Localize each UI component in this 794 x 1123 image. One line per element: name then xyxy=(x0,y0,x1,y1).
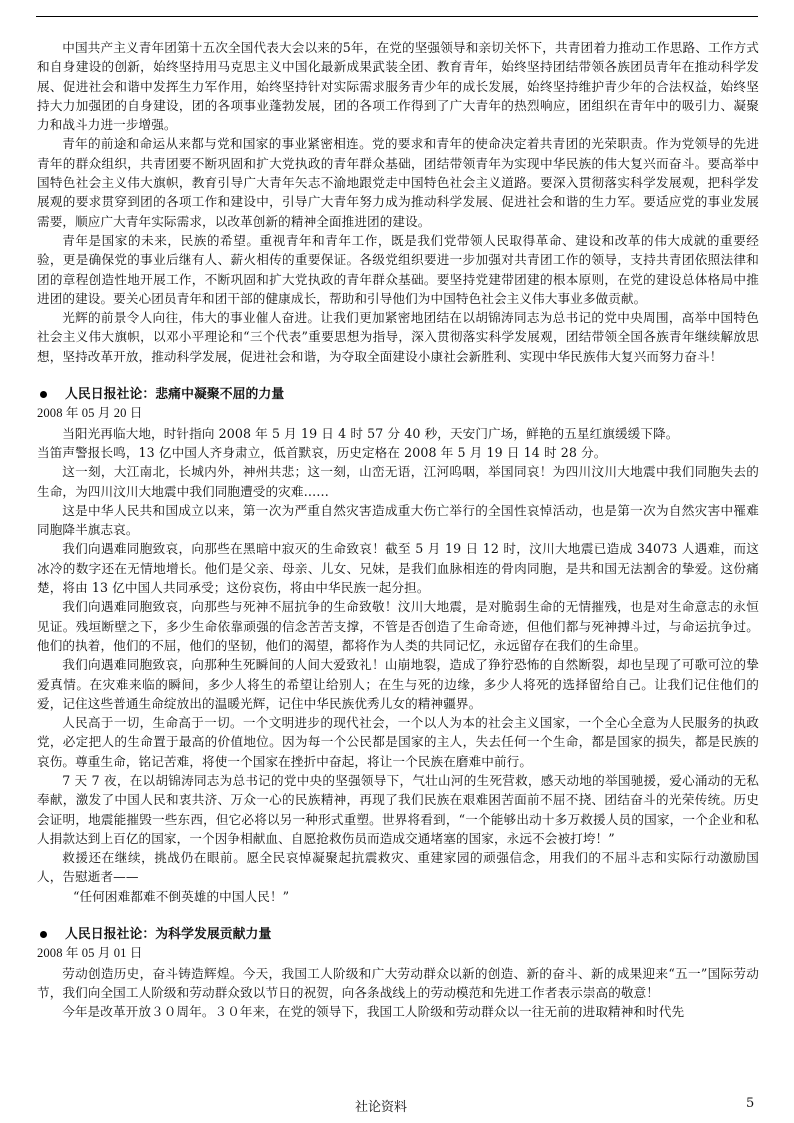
body-paragraph: 人民高于一切，生命高于一切。一个文明进步的现代社会，一个以人为本的社会主义国家，一个全心全意为人民服务的执政党，必定把人的生命置于最高的价值地位。因为每一个公民都是国家的主人，失去任何一个生命，都是国家的损失，都是民族的哀伤。尊重生命，铭记苦难，将使一个国家在挫折中奋起，将让一个民族在磨难中前行。 xyxy=(37,715,759,769)
section-title: 人民日报社论：为科学发展贡献力量 xyxy=(65,927,272,943)
body-paragraph: 中国共产主义青年团第十五次全国代表大会以来的5年，在党的坚强领导和亲切关怀下，共青团着力推动工作思路、工作方式和自身建设的创新，始终坚持用马克思主义中国化最新成果武装全团、教育青年，始终坚持团结带领各族团员青年在推动科学发展、促进社会和谐中发挥生力军作用，始终坚持针对实际需求服务青少年的成长发展，始终坚持维护青少年的合法权益，始终坚持大力加强团的自身建设，团的各项事业蓬勃发展，团的各项工作得到了广大青年的热烈响应，团组织在青年中的吸引力、凝聚力和战斗力进一步增强。 xyxy=(37,40,759,133)
intro-block xyxy=(37,38,759,366)
section-heading xyxy=(37,925,759,944)
body-paragraph: 青年的前途和命运从来都与党和国家的事业紧密相连。党的要求和青年的使命决定着共青团的光荣职责。作为党领导的先进青年的群众组织，共青团要不断巩固和扩大党执政的青年群众基础，团结带领青年为实现中华民族的伟大复兴而奋斗。要高举中国特色社会主义伟大旗帜，教育引导广大青年矢志不渝地跟党走中国特色社会主义道路。要深入贯彻落实科学发展观，把科学发展观的要求贯穿到团的各项工作和建设中，引导广大青年努力成为推动科学发展、促进社会和谐的生力军。要适应党的事业发展需要，顺应广大青年实际需求，以改革创新的精神全面推进团的建设。 xyxy=(37,136,759,229)
section-date: 2008 年 05 月 01 日 xyxy=(37,946,143,961)
footer-title: 社论资料 xyxy=(355,1100,408,1115)
body-paragraph: 劳动创造历史，奋斗铸造辉煌。今天，我国工人阶级和广大劳动群众以新的创造、新的奋斗、新的成果迎来“五一”国际劳动节，我们向全国工人阶级和劳动群众致以节日的祝贺，向各条战线上的劳动模范和先进工作者表示崇高的敬意！ xyxy=(37,965,759,1000)
section-title: 人民日报社论：悲痛中凝聚不屈的力量 xyxy=(65,387,285,403)
body-paragraph: 这一刻，大江南北，长城内外，神州共悲；这一刻，山峦无语，江河呜咽，举国同哀！为四川汶川大地震中我们同胞失去的生命，为四川汶川大地震中我们同胞遭受的灾难…… xyxy=(37,464,759,499)
header-rule xyxy=(36,16,758,17)
body-paragraph: 青年是国家的未来，民族的希望。重视青年和青年工作，既是我们党带领人民取得革命、建设和改革的伟大成就的重要经验，更是确保党的事业后继有人、薪火相传的重要保证。各级党组织要进一步加强对共青团工作的领导，支持共青团依照法律和团的章程创造性地开展工作，不断巩固和扩大党执政的青年群众基础。要坚持党建带团建的根本原则，在党的建设总体格局中推进团的建设。要关心团员青年和团干部的健康成长，帮助和引导他们为中国特色社会主义伟大事业多做贡献。 xyxy=(37,232,759,306)
body-paragraph: 我们向遇难同胞致哀，向那些与死神不屈抗争的生命致敬！汶川大地震，是对脆弱生命的无情摧残，也是对生命意志的永恒见证。残垣断壁之下，多少生命依靠顽强的信念苦苦支撑，不管是否创造了生命奇迹，但他们都与死神搏斗过，与命运抗争过。他们的执着，他们的不屈，他们的坚韧，他们的渴望，都将作为人类的共同记忆，永远留存在我们的生命里。 xyxy=(37,599,759,653)
body-paragraph: 我们向遇难同胞致哀，向那种生死瞬间的人间大爱致礼！山崩地裂，造成了狰狞恐怖的自然断裂，却也呈现了可歌可泣的挚爱真情。在灾难来临的瞬间，多少人将生的希望让给别人；在生与死的边缘，多少人将死的选择留给自己。让我们记住他们的爱，记住这些普通生命绽放出的温暖光辉，记住中华民族优秀儿女的精神疆界。 xyxy=(37,657,759,711)
body-paragraph: 救援还在继续，挑战仍在眼前。愿全民哀悼凝聚起抗震救灾、重建家园的顽强信念，用我们的不屈斗志和实际行动激励国人，告慰逝者—— xyxy=(37,850,759,885)
body-paragraph: 光辉的前景令人向往，伟大的事业催人奋进。让我们更加紧密地团结在以胡锦涛同志为总书记的党中央周围，高举中国特色社会主义伟大旗帜，以邓小平理论和“三个代表”重要思想为指导，深入贯彻落实科学发展观，团结带领全国各族青年继续解放思想，坚持改革开放，推动科学发展，促进社会和谐，为夺取全面建设小康社会新胜利、实现中华民族伟大复兴而努力奋斗！ xyxy=(37,310,759,364)
section-date: 2008 年 05 月 20 日 xyxy=(37,406,143,421)
body-paragraph: 今年是改革开放３０周年。３０年来，在党的领导下，我国工人阶级和劳动群众以一往无前的进取精神和时代先 xyxy=(62,1004,685,1020)
section-heading xyxy=(37,385,759,404)
bullet-icon xyxy=(40,931,47,938)
page-number: 5 xyxy=(746,1096,755,1111)
document-body xyxy=(37,38,759,1022)
body-paragraph: 当阳光再临大地，时针指向 2008 年 5 月 19 日 4 时 57 分 40 秒，天安门广场，鲜艳的五星红旗缓缓下降。 xyxy=(62,425,679,441)
body-paragraph: 7 天 7 夜，在以胡锦涛同志为总书记的党中央的坚强领导下，气壮山河的生死营救，感天动地的举国驰援，爱心涌动的无私奉献，激发了中国人民和衷共济、万众一心的民族精神，再现了我们民族在艰难困苦面前不屈不挠、团结奋斗的光荣传统。历史会证明，地震能摧毁一些东西，但它必将以另一种形式重塑。世界将看到，“一个能够出动十多万救援人员的国家，一个企业和私人捐款达到上百亿的国家，一个因争相献血、自愿抢救伤员而造成交通堵塞的国家，永远不会被打垮！” xyxy=(37,772,759,846)
closing-quote: “任何困难都难不倒英雄的中国人民！” xyxy=(73,888,290,904)
body-paragraph: 我们向遇难同胞致哀，向那些在黑暗中寂灭的生命致哀！截至 5 月 19 日 12 时，汶川大地震已造成 34073 人遇难，而这冰冷的数字还在无情地增长。他们是父亲、母亲、儿女、兄妹，是我们血脉相连的骨肉同胞，是共和国无法割舍的挚爱。这份痛楚，将由 13 亿中国人共同承受；这份哀伤，将由中华民族一起分担。 xyxy=(37,541,759,596)
body-paragraph: 这是中华人民共和国成立以来，第一次为严重自然灾害造成重大伤亡举行的全国性哀悼活动，也是第一次为自然灾害中罹难同胞降半旗志哀。 xyxy=(37,502,759,538)
bullet-icon xyxy=(40,391,47,398)
body-paragraph: 当笛声警报长鸣，13 亿中国人齐身肃立，低首默哀，历史定格在 2008 年 5 月 19 日 14 时 28 分。 xyxy=(37,444,607,460)
